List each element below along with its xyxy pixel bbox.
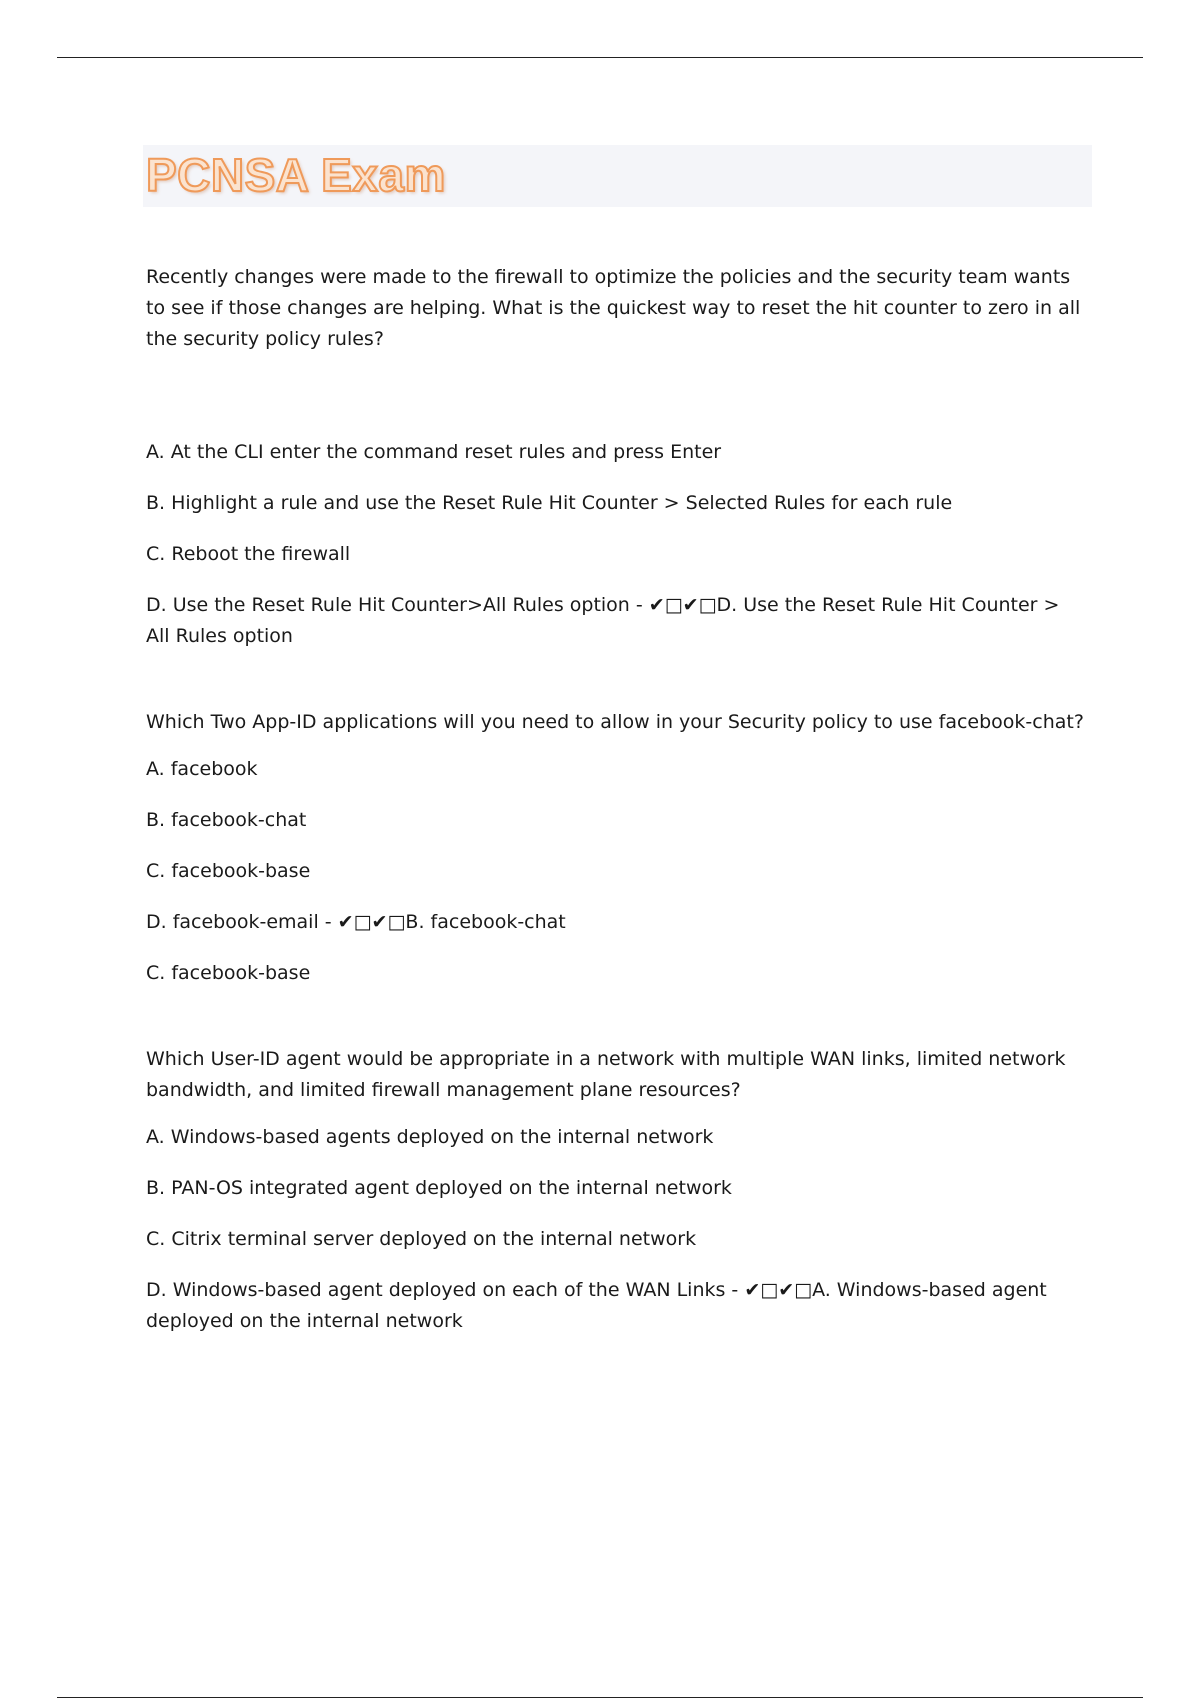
top-rule [57, 57, 1143, 58]
question-text: Recently changes were made to the firewall to optimize the policies and the security team wants to see if those changes are helping. What is the quickest way to reset the hit counter to zero in all the security policy rules? [146, 266, 1081, 350]
answer-option: C. Citrix terminal server deployed on the internal network [146, 1228, 697, 1250]
question-block [146, 707, 1086, 989]
question-block [146, 1044, 1086, 1337]
question-block [146, 262, 1086, 652]
answer-option: A. facebook [146, 758, 258, 780]
answer-option: C. facebook-base [146, 962, 311, 984]
bottom-rule [57, 1697, 1143, 1698]
answer-option: B. Highlight a rule and use the Reset Rule Hit Counter > Selected Rules for each rule [146, 492, 953, 514]
answer-option: D. Windows-based agent deployed on each of the WAN Links - ✔□✔□A. Windows-based agent deployed on the internal network [146, 1279, 1047, 1332]
answer-option: B. PAN-OS integrated agent deployed on the internal network [146, 1177, 732, 1199]
answer-option: D. facebook-email - ✔□✔□B. facebook-chat [146, 911, 566, 933]
answer-option: B. facebook-chat [146, 809, 307, 831]
question-text: Which Two App-ID applications will you need to allow in your Security policy to use facebook-chat? [146, 711, 1084, 733]
answer-option: A. Windows-based agents deployed on the internal network [146, 1126, 714, 1148]
question-text: Which User-ID agent would be appropriate in a network with multiple WAN links, limited network bandwidth, and limited firewall management plane resources? [146, 1048, 1066, 1101]
answer-option: A. At the CLI enter the command reset rules and press Enter [146, 441, 722, 463]
page-title: PCNSA Exam [146, 149, 446, 201]
answer-option: C. Reboot the firewall [146, 543, 351, 565]
answer-option: C. facebook-base [146, 860, 311, 882]
document-body [146, 262, 1086, 1337]
title-banner [143, 145, 1092, 207]
answer-option: D. Use the Reset Rule Hit Counter>All Rules option - ✔□✔□D. Use the Reset Rule Hit Counter > All Rules option [146, 594, 1060, 647]
